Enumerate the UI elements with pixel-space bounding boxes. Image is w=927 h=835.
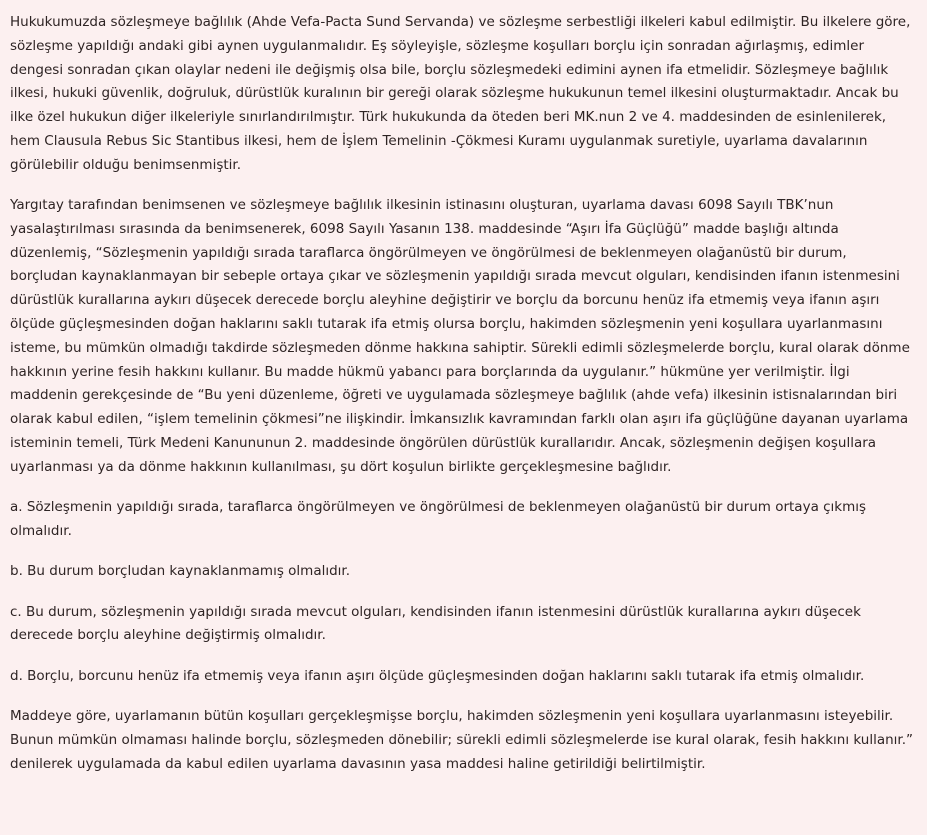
condition-b: b. Bu durum borçludan kaynaklanmamış olmalıdır. bbox=[10, 563, 351, 580]
paragraph-intro: Hukukumuzda sözleşmeye bağlılık (Ahde Vefa-Pacta Sund Servanda) ve sözleşme serbestliği ilkeleri kabul edilmiştir. Bu ilkelere göre, sözleşme yapıldığı andaki gibi aynen uygulanmalıdır. Eş söyleyişle, sözleşme koşulları borçlu için sonradan ağırlaşmış, edimler dengesi sonradan çıkan olaylar nedeni ile değişmiş olsa bile, borçlu sözleşmedeki edimini aynen ifa etmelidir. Sözleşmeye bağlılık ilkesi, hukuki güvenlik, doğruluk, dürüstlük kuralının bir gereği olarak sözleşme hukukunun temel ilkesini oluşturmaktadır. Ancak bu ilke özel hukukun diğer ilkeleriyle sınırlandırılmıştır. Türk hukukunda da öteden beri MK.nun 2 ve 4. maddesinden de esinlenilerek, hem Clausula Rebus Sic Stantibus ilkesi, hem de İşlem Temelinin -Çökmesi Kuramı uygulanmak suretiyle, uyarlama davalarının görülebilir olduğu benimsenmiştir. bbox=[10, 14, 911, 173]
condition-d: d. Borçlu, borcunu henüz ifa etmemiş veya ifanın aşırı ölçüde güçleşmesinden doğan haklarını saklı tutarak ifa etmiş olmalıdır. bbox=[10, 667, 865, 684]
paragraph-conclusion: Maddeye göre, uyarlamanın bütün koşulları gerçekleşmişse borçlu, hakimden sözleşmenin yeni koşullara uyarlanmasını isteyebilir. Bunun mümkün olmaması halinde borçlu, sözleşmeden dönebilir; sürekli edimli sözleşmelerde ise kural olarak, fesih hakkını kullanır.” denilerek uygulamada da kabul edilen uyarlama davasının yasa maddesi haline getirildiği belirtilmiştir. bbox=[10, 707, 914, 772]
condition-a: a. Sözleşmenin yapıldığı sırada, taraflarca öngörülmeyen ve öngörülmesi de beklenmeyen olağanüstü bir durum ortaya çıkmış olmalıdır. bbox=[10, 499, 867, 539]
paragraph-tbk-138: Yargıtay tarafından benimsenen ve sözleşmeye bağlılık ilkesinin istinasını oluşturan, uyarlama davası 6098 Sayılı TBK’nun yasalaştırılması sırasında da benimsenerek, 6098 Sayılı Yasanın 138. maddesinde “Aşırı İfa Güçlüğü” madde başlığı altında düzenlemiş, “Sözleşmenin yapıldığı sırada taraflarca öngörülmeyen ve öngörülmesi de beklenmeyen olağanüstü bir durum, borçludan kaynaklanmayan bir sebeple ortaya çıkar ve sözleşmenin yapıldığı sırada mevcut olguları, kendisinden ifanın istenmesini dürüstlük kurallarına aykırı düşecek derecede borçlu aleyhine değiştirir ve borçlu da borcunu henüz ifa etmemiş veya ifanın aşırı ölçüde güçleşmesinden doğan haklarını saklı tutarak ifa etmiş olursa borçlu, hakimden sözleşmenin yeni koşullara uyarlanmasını isteme, bu mümkün olmadığı takdirde sözleşmeden dönme hakkına sahiptir. Sürekli edimli sözleşmelerde borçlu, kural olarak dönme hakkının yerine fesih hakkını kullanır. Bu madde hükmü yabancı para borçlarında da uygulanır.” hükmüne yer verilmiştir. İlgi maddenin gerekçesinde de “Bu yeni düzenleme, öğreti ve uygulamada sözleşmeye bağlılık (ahde vefa) ilkesinin istisnalarından biri olarak kabul edilen, “işlem temelinin çökmesi”ne ilişkindir. İmkansızlık kavramından farklı olan aşırı ifa güçlüğüne dayanan uyarlama isteminin temeli, Türk Medeni Kanununun 2. maddesinde öngörülen dürüstlük kurallarıdır. Ancak, sözleşmenin değişen koşullara uyarlanması ya da dönme hakkının kullanılması, şu dört koşulun birlikte gerçekleşmesine bağlıdır. bbox=[10, 197, 910, 475]
condition-c: c. Bu durum, sözleşmenin yapıldığı sırada mevcut olguları, kendisinden ifanın istenmesini dürüstlük kurallarına aykırı düşecek derecede borçlu aleyhine değiştirmiş olmalıdır. bbox=[10, 603, 861, 644]
